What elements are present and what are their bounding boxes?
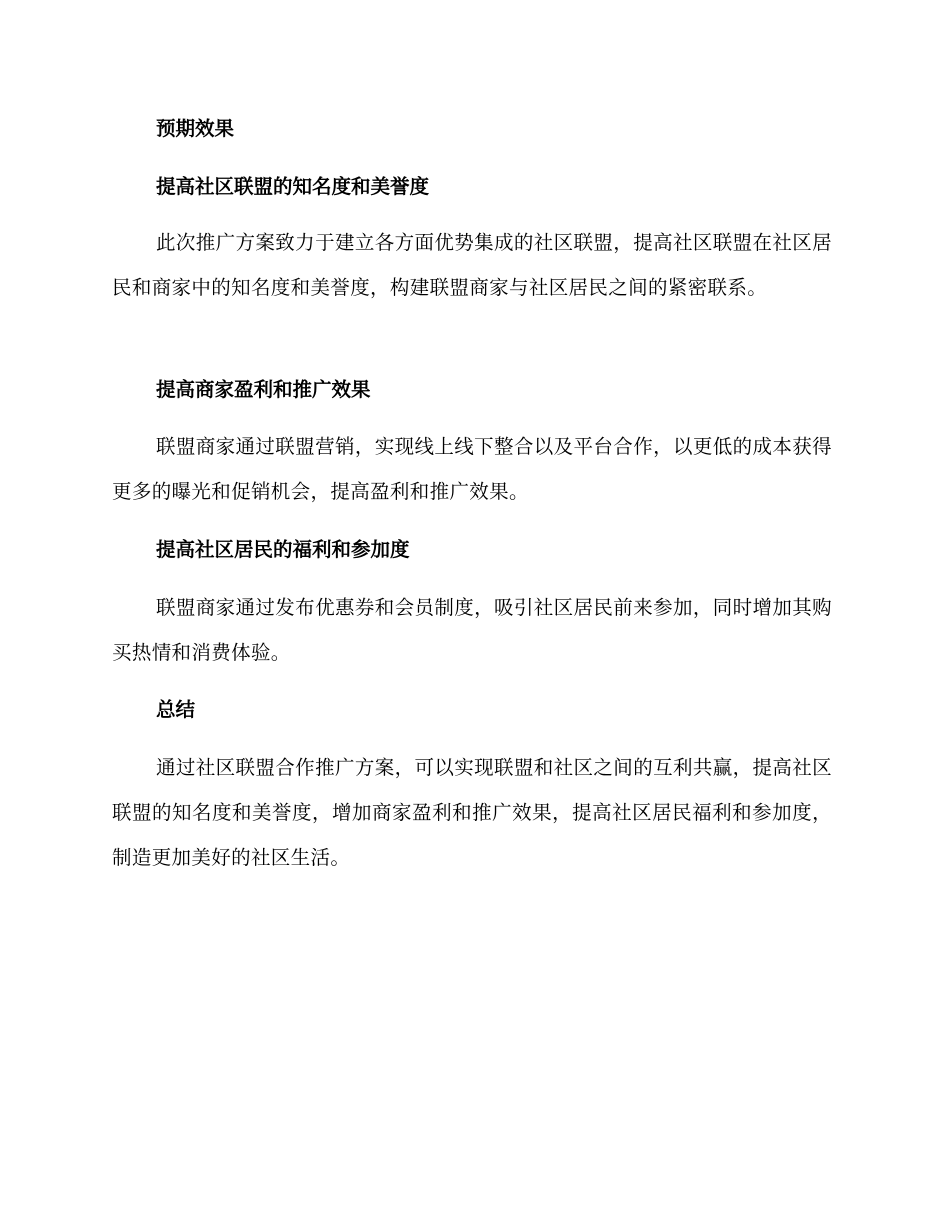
section-title-expected-effects: 预期效果: [156, 117, 235, 140]
goal-paragraph-merchant-profit: 联盟商家通过联盟营销，实现线上线下整合以及平台合作，以更低的成本获得更多的曝光和促销机会，提高盈利和推广效果。: [112, 435, 832, 503]
summary-paragraph: 通过社区联盟合作推广方案，可以实现联盟和社区之间的互利共赢，提高社区联盟的知名度和美誉度，增加商家盈利和推广效果，提高社区居民福利和参加度，制造更加美好的社区生活。: [112, 756, 832, 869]
goal-heading-reputation: 提高社区联盟的知名度和美誉度: [156, 175, 430, 198]
goal-paragraph-reputation: 此次推广方案致力于建立各方面优势集成的社区联盟，提高社区联盟在社区居民和商家中的知名度和美誉度，构建联盟商家与社区居民之间的紧密联系。: [112, 231, 832, 299]
goal-heading-resident-welfare: 提高社区居民的福利和参加度: [156, 538, 410, 561]
section-title-summary: 总结: [156, 698, 196, 721]
goal-heading-merchant-profit: 提高商家盈利和推广效果: [156, 378, 371, 401]
goal-paragraph-resident-welfare: 联盟商家通过发布优惠券和会员制度，吸引社区居民前来参加，同时增加其购买热情和消费体验。: [112, 596, 832, 664]
